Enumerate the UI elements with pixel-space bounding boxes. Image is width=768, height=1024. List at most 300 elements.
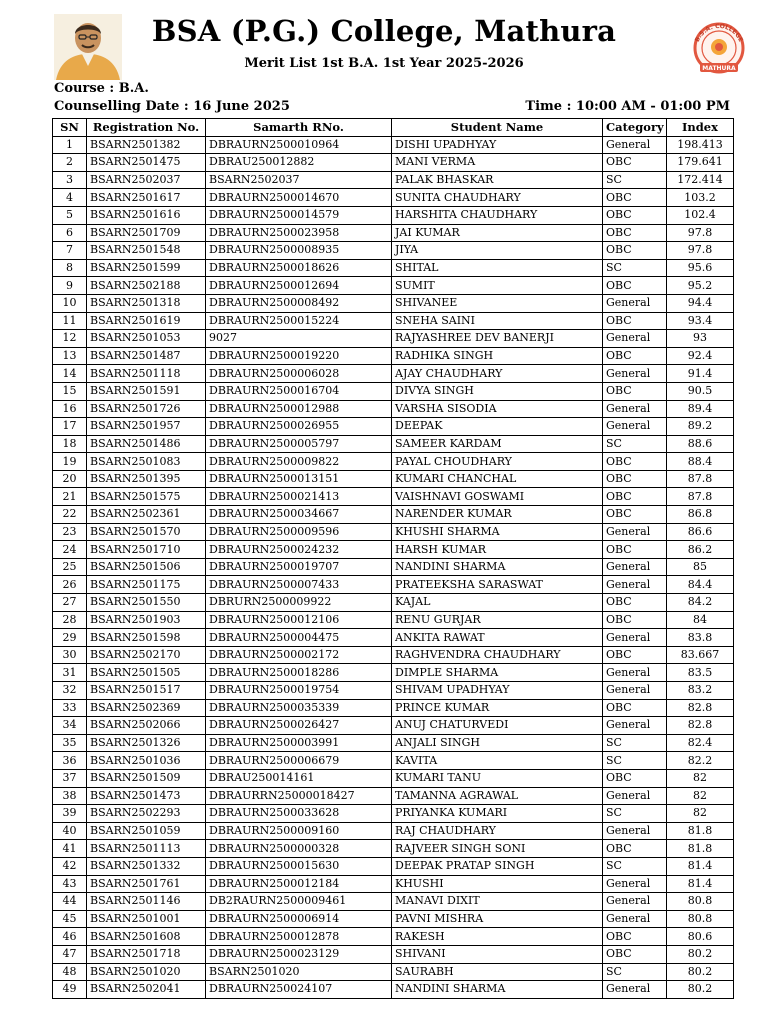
cell-registration-no: BSARN2501113 <box>87 840 206 858</box>
cell-index: 84.2 <box>667 594 734 612</box>
cell-registration-no: BSARN2501318 <box>87 294 206 312</box>
cell-samarth-rno: DBRAURN2500014670 <box>206 189 392 207</box>
table-row <box>53 699 734 717</box>
cell-student-name: SAMEER KARDAM <box>392 435 603 453</box>
cell-sn: 46 <box>53 928 87 946</box>
cell-category: SC <box>603 435 667 453</box>
cell-samarth-rno: DBRAURN2500026427 <box>206 717 392 735</box>
cell-registration-no: BSARN2501617 <box>87 189 206 207</box>
cell-category: General <box>603 682 667 700</box>
cell-category: General <box>603 981 667 999</box>
merit-list-title: Merit List 1st B.A. 1st Year 2025-2026 <box>244 56 524 71</box>
cell-student-name: TAMANNA AGRAWAL <box>392 787 603 805</box>
cell-student-name: JAI KUMAR <box>392 224 603 242</box>
cell-index: 91.4 <box>667 365 734 383</box>
cell-index: 86.6 <box>667 523 734 541</box>
cell-registration-no: BSARN2501487 <box>87 347 206 365</box>
table-row <box>53 576 734 594</box>
cell-registration-no: BSARN2501548 <box>87 242 206 260</box>
cell-student-name: NANDINI SHARMA <box>392 558 603 576</box>
cell-sn: 38 <box>53 787 87 805</box>
counselling-date: Counselling Date : 16 June 2025 <box>54 99 290 114</box>
cell-sn: 49 <box>53 981 87 999</box>
cell-index: 103.2 <box>667 189 734 207</box>
cell-student-name: HARSH KUMAR <box>392 541 603 559</box>
cell-index: 92.4 <box>667 347 734 365</box>
cell-index: 81.4 <box>667 857 734 875</box>
cell-registration-no: BSARN2501598 <box>87 629 206 647</box>
cell-registration-no: BSARN2501053 <box>87 330 206 348</box>
cell-student-name: RAJYASHREE DEV BANERJI <box>392 330 603 348</box>
cell-student-name: PALAK BHASKAR <box>392 171 603 189</box>
cell-category: General <box>603 893 667 911</box>
cell-registration-no: BSARN2501957 <box>87 418 206 436</box>
cell-sn: 19 <box>53 453 87 471</box>
cell-sn: 21 <box>53 488 87 506</box>
cell-student-name: NARENDER KUMAR <box>392 506 603 524</box>
college-seal-icon <box>688 20 750 74</box>
cell-registration-no: BSARN2501709 <box>87 224 206 242</box>
cell-student-name: DIMPLE SHARMA <box>392 664 603 682</box>
cell-student-name: DIVYA SINGH <box>392 382 603 400</box>
cell-sn: 41 <box>53 840 87 858</box>
cell-category: General <box>603 875 667 893</box>
cell-samarth-rno: BSARN2501020 <box>206 963 392 981</box>
cell-sn: 5 <box>53 206 87 224</box>
header-category: Category <box>603 119 667 137</box>
cell-student-name: PRIYANKA KUMARI <box>392 805 603 823</box>
table-row <box>53 312 734 330</box>
table-row <box>53 294 734 312</box>
cell-samarth-rno: DBRAURN2500023958 <box>206 224 392 242</box>
cell-index: 86.8 <box>667 506 734 524</box>
cell-index: 82 <box>667 787 734 805</box>
table-row <box>53 488 734 506</box>
cell-category: General <box>603 400 667 418</box>
cell-category: General <box>603 418 667 436</box>
cell-index: 93 <box>667 330 734 348</box>
cell-category: OBC <box>603 945 667 963</box>
cell-samarth-rno: DBRAURN2500015630 <box>206 857 392 875</box>
cell-sn: 8 <box>53 259 87 277</box>
cell-index: 81.4 <box>667 875 734 893</box>
cell-index: 93.4 <box>667 312 734 330</box>
table-row <box>53 330 734 348</box>
cell-category: OBC <box>603 470 667 488</box>
table-row <box>53 822 734 840</box>
cell-samarth-rno: DBRAURN2500006028 <box>206 365 392 383</box>
cell-samarth-rno: DBRAURN2500000328 <box>206 840 392 858</box>
cell-sn: 3 <box>53 171 87 189</box>
cell-index: 97.8 <box>667 224 734 242</box>
cell-student-name: SHITAL <box>392 259 603 277</box>
cell-sn: 10 <box>53 294 87 312</box>
cell-index: 81.8 <box>667 840 734 858</box>
cell-index: 82.8 <box>667 699 734 717</box>
table-row <box>53 435 734 453</box>
cell-index: 84 <box>667 611 734 629</box>
table-row <box>53 400 734 418</box>
cell-index: 90.5 <box>667 382 734 400</box>
cell-registration-no: BSARN2501517 <box>87 682 206 700</box>
cell-category: General <box>603 136 667 154</box>
cell-student-name: DISHI UPADHYAY <box>392 136 603 154</box>
cell-sn: 43 <box>53 875 87 893</box>
cell-student-name: DEEPAK <box>392 418 603 436</box>
cell-category: General <box>603 365 667 383</box>
cell-category: General <box>603 330 667 348</box>
cell-sn: 14 <box>53 365 87 383</box>
cell-registration-no: BSARN2501326 <box>87 734 206 752</box>
cell-category: SC <box>603 734 667 752</box>
cell-student-name: VARSHA SISODIA <box>392 400 603 418</box>
cell-samarth-rno: DBRAURN2500012694 <box>206 277 392 295</box>
cell-index: 82.8 <box>667 717 734 735</box>
cell-category: OBC <box>603 769 667 787</box>
cell-category: OBC <box>603 699 667 717</box>
course-label: Course : B.A. <box>54 81 149 96</box>
table-body <box>53 136 734 998</box>
cell-category: General <box>603 717 667 735</box>
cell-registration-no: BSARN2501083 <box>87 453 206 471</box>
table-row <box>53 453 734 471</box>
cell-registration-no: BSARN2501591 <box>87 382 206 400</box>
cell-registration-no: BSARN2501599 <box>87 259 206 277</box>
table-row <box>53 805 734 823</box>
cell-index: 82 <box>667 805 734 823</box>
cell-category: OBC <box>603 488 667 506</box>
table-row <box>53 347 734 365</box>
cell-sn: 44 <box>53 893 87 911</box>
cell-samarth-rno: DBRAURN2500003991 <box>206 734 392 752</box>
cell-student-name: KAVITA <box>392 752 603 770</box>
cell-samarth-rno: DBRAURN2500019220 <box>206 347 392 365</box>
cell-registration-no: BSARN2501575 <box>87 488 206 506</box>
table-row <box>53 611 734 629</box>
cell-registration-no: BSARN2501509 <box>87 769 206 787</box>
cell-registration-no: BSARN2502066 <box>87 717 206 735</box>
cell-sn: 23 <box>53 523 87 541</box>
cell-samarth-rno: DBRAURN2500023129 <box>206 945 392 963</box>
cell-category: OBC <box>603 242 667 260</box>
cell-student-name: NANDINI SHARMA <box>392 981 603 999</box>
cell-sn: 33 <box>53 699 87 717</box>
cell-student-name: RAJVEER SINGH SONI <box>392 840 603 858</box>
cell-registration-no: BSARN2501486 <box>87 435 206 453</box>
cell-student-name: RAJ CHAUDHARY <box>392 822 603 840</box>
table-row <box>53 787 734 805</box>
counselling-time: Time : 10:00 AM - 01:00 PM <box>525 99 730 114</box>
cell-index: 94.4 <box>667 294 734 312</box>
table-row <box>53 752 734 770</box>
cell-index: 86.2 <box>667 541 734 559</box>
cell-index: 95.2 <box>667 277 734 295</box>
svg-text:B.S.A. COLLEGE: B.S.A. COLLEGE <box>693 22 745 44</box>
cell-sn: 48 <box>53 963 87 981</box>
table-row <box>53 171 734 189</box>
cell-samarth-rno: DBRAURN2500019707 <box>206 558 392 576</box>
cell-student-name: MANI VERMA <box>392 154 603 172</box>
cell-sn: 11 <box>53 312 87 330</box>
cell-index: 84.4 <box>667 576 734 594</box>
cell-category: OBC <box>603 594 667 612</box>
cell-category: General <box>603 787 667 805</box>
cell-registration-no: BSARN2501332 <box>87 857 206 875</box>
cell-registration-no: BSARN2501059 <box>87 822 206 840</box>
cell-registration-no: BSARN2501550 <box>87 594 206 612</box>
cell-samarth-rno: DBRAU250014161 <box>206 769 392 787</box>
cell-student-name: KHUSHI SHARMA <box>392 523 603 541</box>
cell-category: OBC <box>603 189 667 207</box>
table-row <box>53 928 734 946</box>
cell-samarth-rno: DBRAURN2500014579 <box>206 206 392 224</box>
cell-registration-no: BSARN2501020 <box>87 963 206 981</box>
cell-registration-no: BSARN2501505 <box>87 664 206 682</box>
cell-category: General <box>603 629 667 647</box>
cell-samarth-rno: DBRAURN250024107 <box>206 981 392 999</box>
cell-category: OBC <box>603 646 667 664</box>
cell-sn: 35 <box>53 734 87 752</box>
cell-sn: 34 <box>53 717 87 735</box>
cell-student-name: HARSHITA CHAUDHARY <box>392 206 603 224</box>
cell-student-name: AJAY CHAUDHARY <box>392 365 603 383</box>
document-header <box>0 0 768 80</box>
cell-category: OBC <box>603 206 667 224</box>
cell-index: 97.8 <box>667 242 734 260</box>
cell-sn: 36 <box>53 752 87 770</box>
cell-category: OBC <box>603 382 667 400</box>
cell-sn: 7 <box>53 242 87 260</box>
cell-samarth-rno: DBRAURN2500006914 <box>206 910 392 928</box>
cell-index: 80.8 <box>667 893 734 911</box>
cell-samarth-rno: DBRAURN2500026955 <box>206 418 392 436</box>
cell-samarth-rno: DBRAURN2500006679 <box>206 752 392 770</box>
table-row <box>53 664 734 682</box>
header-student-name: Student Name <box>392 119 603 137</box>
cell-category: General <box>603 294 667 312</box>
cell-sn: 31 <box>53 664 87 682</box>
cell-index: 80.2 <box>667 963 734 981</box>
cell-sn: 26 <box>53 576 87 594</box>
cell-registration-no: BSARN2502361 <box>87 506 206 524</box>
table-row <box>53 893 734 911</box>
cell-samarth-rno: DB2RAURN2500009461 <box>206 893 392 911</box>
cell-category: OBC <box>603 840 667 858</box>
cell-samarth-rno: DBRAURN2500019754 <box>206 682 392 700</box>
cell-student-name: SNEHA SAINI <box>392 312 603 330</box>
cell-samarth-rno: DBRAURN2500010964 <box>206 136 392 154</box>
cell-sn: 42 <box>53 857 87 875</box>
cell-sn: 17 <box>53 418 87 436</box>
cell-category: OBC <box>603 928 667 946</box>
cell-samarth-rno: DBRAURN2500012106 <box>206 611 392 629</box>
cell-registration-no: BSARN2502369 <box>87 699 206 717</box>
cell-samarth-rno: 9027 <box>206 330 392 348</box>
table-row <box>53 945 734 963</box>
cell-index: 95.6 <box>667 259 734 277</box>
cell-student-name: SHIVAM UPADHYAY <box>392 682 603 700</box>
cell-sn: 22 <box>53 506 87 524</box>
cell-registration-no: BSARN2501001 <box>87 910 206 928</box>
cell-samarth-rno: DBRAURN2500016704 <box>206 382 392 400</box>
cell-samarth-rno: BSARN2502037 <box>206 171 392 189</box>
table-row <box>53 242 734 260</box>
cell-registration-no: BSARN2501903 <box>87 611 206 629</box>
cell-category: OBC <box>603 224 667 242</box>
cell-index: 83.667 <box>667 646 734 664</box>
table-row <box>53 277 734 295</box>
table-row <box>53 910 734 928</box>
header-registration-no: Registration No. <box>87 119 206 137</box>
table-header-row <box>53 119 734 137</box>
cell-category: General <box>603 576 667 594</box>
cell-category: General <box>603 664 667 682</box>
cell-samarth-rno: DBRAURN2500034667 <box>206 506 392 524</box>
cell-sn: 24 <box>53 541 87 559</box>
cell-student-name: MANAVI DIXIT <box>392 893 603 911</box>
cell-index: 81.8 <box>667 822 734 840</box>
cell-registration-no: BSARN2501382 <box>87 136 206 154</box>
cell-student-name: SHIVANEE <box>392 294 603 312</box>
cell-category: SC <box>603 857 667 875</box>
cell-student-name: KAJAL <box>392 594 603 612</box>
cell-student-name: SUMIT <box>392 277 603 295</box>
cell-registration-no: BSARN2502170 <box>87 646 206 664</box>
cell-student-name: ANJALI SINGH <box>392 734 603 752</box>
cell-samarth-rno: DBRAURN2500033628 <box>206 805 392 823</box>
cell-index: 82.4 <box>667 734 734 752</box>
cell-index: 80.8 <box>667 910 734 928</box>
cell-index: 80.2 <box>667 945 734 963</box>
cell-sn: 39 <box>53 805 87 823</box>
cell-samarth-rno: DBRAURN2500004475 <box>206 629 392 647</box>
cell-index: 83.2 <box>667 682 734 700</box>
cell-student-name: KUMARI CHANCHAL <box>392 470 603 488</box>
cell-category: General <box>603 523 667 541</box>
cell-registration-no: BSARN2501175 <box>87 576 206 594</box>
cell-registration-no: BSARN2501619 <box>87 312 206 330</box>
cell-sn: 45 <box>53 910 87 928</box>
cell-category: OBC <box>603 506 667 524</box>
table-row <box>53 523 734 541</box>
college-name: BSA (P.G.) College, Mathura <box>151 14 617 48</box>
cell-index: 102.4 <box>667 206 734 224</box>
cell-sn: 1 <box>53 136 87 154</box>
cell-samarth-rno: DBRAURN2500002172 <box>206 646 392 664</box>
cell-student-name: RADHIKA SINGH <box>392 347 603 365</box>
cell-category: SC <box>603 171 667 189</box>
table-row <box>53 717 734 735</box>
table-row <box>53 840 734 858</box>
cell-index: 87.8 <box>667 488 734 506</box>
cell-student-name: SHIVANI <box>392 945 603 963</box>
cell-sn: 15 <box>53 382 87 400</box>
cell-registration-no: BSARN2501475 <box>87 154 206 172</box>
cell-registration-no: BSARN2501570 <box>87 523 206 541</box>
cell-category: SC <box>603 805 667 823</box>
cell-index: 82 <box>667 769 734 787</box>
cell-samarth-rno: DBRAURN2500005797 <box>206 435 392 453</box>
cell-samarth-rno: DBRAURN2500018626 <box>206 259 392 277</box>
cell-category: SC <box>603 259 667 277</box>
cell-registration-no: BSARN2501608 <box>87 928 206 946</box>
cell-student-name: DEEPAK PRATAP SINGH <box>392 857 603 875</box>
cell-student-name: ANUJ CHATURVEDI <box>392 717 603 735</box>
cell-registration-no: BSARN2501395 <box>87 470 206 488</box>
cell-student-name: PAVNI MISHRA <box>392 910 603 928</box>
header-index: Index <box>667 119 734 137</box>
table-row <box>53 541 734 559</box>
cell-index: 179.641 <box>667 154 734 172</box>
cell-student-name: PRATEEKSHA SARASWAT <box>392 576 603 594</box>
cell-category: SC <box>603 752 667 770</box>
cell-index: 88.4 <box>667 453 734 471</box>
cell-registration-no: BSARN2501718 <box>87 945 206 963</box>
cell-samarth-rno: DBRAURN2500013151 <box>206 470 392 488</box>
cell-registration-no: BSARN2501710 <box>87 541 206 559</box>
cell-student-name: ANKITA RAWAT <box>392 629 603 647</box>
cell-category: OBC <box>603 347 667 365</box>
cell-index: 80.6 <box>667 928 734 946</box>
cell-sn: 28 <box>53 611 87 629</box>
table-row <box>53 154 734 172</box>
cell-index: 87.8 <box>667 470 734 488</box>
cell-category: SC <box>603 963 667 981</box>
cell-student-name: RAKESH <box>392 928 603 946</box>
table-row <box>53 646 734 664</box>
cell-sn: 40 <box>53 822 87 840</box>
cell-registration-no: BSARN2501036 <box>87 752 206 770</box>
cell-sn: 13 <box>53 347 87 365</box>
cell-index: 89.4 <box>667 400 734 418</box>
cell-category: General <box>603 558 667 576</box>
cell-category: General <box>603 822 667 840</box>
cell-sn: 16 <box>53 400 87 418</box>
cell-sn: 18 <box>53 435 87 453</box>
cell-category: OBC <box>603 541 667 559</box>
cell-student-name: RENU GURJAR <box>392 611 603 629</box>
cell-sn: 29 <box>53 629 87 647</box>
table-row <box>53 259 734 277</box>
cell-student-name: VAISHNAVI GOSWAMI <box>392 488 603 506</box>
cell-samarth-rno: DBRAURN2500012988 <box>206 400 392 418</box>
cell-sn: 37 <box>53 769 87 787</box>
cell-sn: 32 <box>53 682 87 700</box>
cell-index: 80.2 <box>667 981 734 999</box>
cell-sn: 4 <box>53 189 87 207</box>
cell-category: OBC <box>603 312 667 330</box>
cell-student-name: RAGHVENDRA CHAUDHARY <box>392 646 603 664</box>
cell-samarth-rno: DBRAURN2500008492 <box>206 294 392 312</box>
cell-registration-no: BSARN2501616 <box>87 206 206 224</box>
merit-list-table <box>52 118 734 999</box>
cell-index: 88.6 <box>667 435 734 453</box>
cell-index: 172.414 <box>667 171 734 189</box>
cell-registration-no: BSARN2501506 <box>87 558 206 576</box>
cell-registration-no: BSARN2501726 <box>87 400 206 418</box>
cell-registration-no: BSARN2501473 <box>87 787 206 805</box>
table-row <box>53 558 734 576</box>
cell-student-name: KUMARI TANU <box>392 769 603 787</box>
cell-registration-no: BSARN2501118 <box>87 365 206 383</box>
cell-category: General <box>603 910 667 928</box>
cell-category: OBC <box>603 453 667 471</box>
table-row <box>53 189 734 207</box>
cell-student-name: PAYAL CHOUDHARY <box>392 453 603 471</box>
table-row <box>53 981 734 999</box>
cell-registration-no: BSARN2501146 <box>87 893 206 911</box>
cell-registration-no: BSARN2502188 <box>87 277 206 295</box>
